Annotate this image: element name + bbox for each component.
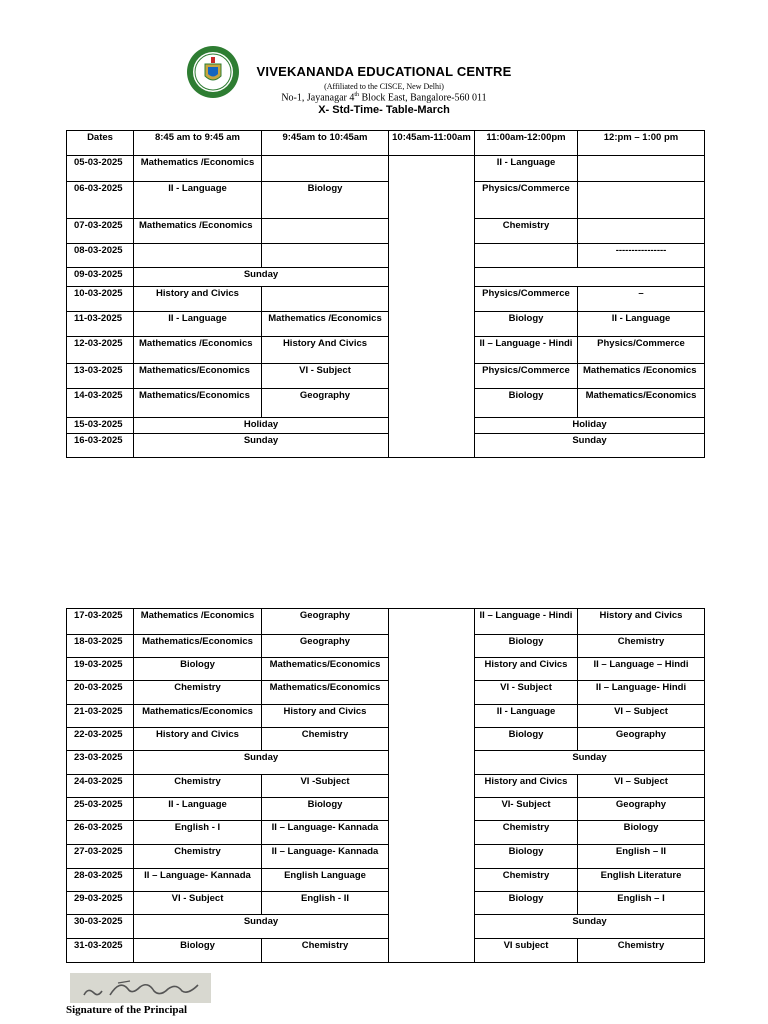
slot2-cell: Geography — [262, 635, 389, 658]
col-header-slot5: 12:pm – 1:00 pm — [578, 131, 705, 156]
slot2-cell: Chemistry — [262, 939, 389, 963]
slot5-cell: Chemistry — [578, 939, 705, 963]
slot1-cell: Mathematics/Economics — [134, 389, 262, 418]
col-header-dates: Dates — [67, 131, 134, 156]
slot5-cell: VI – Subject — [578, 705, 705, 728]
slot5-cell: ---------------- — [578, 244, 705, 268]
slot4-cell: Biology — [475, 845, 578, 869]
date-cell: 08-03-2025 — [67, 244, 134, 268]
slot2-cell: II – Language- Kannada — [262, 821, 389, 845]
school-name: VIVEKANANDA EDUCATIONAL CENTRE — [256, 64, 512, 79]
slot1-cell: Mathematics/Economics — [134, 705, 262, 728]
span-cell: Sunday — [475, 915, 705, 939]
date-cell: 11-03-2025 — [67, 312, 134, 337]
slot1-cell — [134, 244, 262, 268]
slot4-cell: Physics/Commerce — [475, 182, 578, 219]
slot2-cell: VI - Subject — [262, 364, 389, 389]
slot4-cell: VI subject — [475, 939, 578, 963]
date-cell: 28-03-2025 — [67, 869, 134, 892]
span-cell: Sunday — [134, 434, 389, 458]
slot1-cell: Chemistry — [134, 681, 262, 705]
slot4-cell: Biology — [475, 312, 578, 337]
table-row — [67, 892, 705, 915]
slot1-cell: Mathematics/Economics — [134, 635, 262, 658]
table-row — [67, 219, 705, 244]
slot2-cell: VI -Subject — [262, 775, 389, 798]
slot4-cell: History and Civics — [475, 658, 578, 681]
date-cell: 17-03-2025 — [67, 609, 134, 635]
date-cell: 18-03-2025 — [67, 635, 134, 658]
slot1-cell: Mathematics /Economics — [134, 337, 262, 364]
date-cell: 07-03-2025 — [67, 219, 134, 244]
affiliation-text: (Affiliated to the CISCE, New Delhi) — [324, 82, 444, 91]
slot5-cell: English Literature — [578, 869, 705, 892]
date-cell: 05-03-2025 — [67, 156, 134, 182]
slot1-cell: Mathematics /Economics — [134, 609, 262, 635]
slot5-cell: II - Language — [578, 312, 705, 337]
address-part: Block East, Bangalore-560 011 — [359, 92, 487, 104]
date-cell: 13-03-2025 — [67, 364, 134, 389]
col-header-slot2: 9:45am to 10:45am — [262, 131, 389, 156]
slot4-cell: Chemistry — [475, 821, 578, 845]
date-cell: 25-03-2025 — [67, 798, 134, 821]
date-cell: 09-03-2025 — [67, 268, 134, 287]
slot5-cell — [578, 156, 705, 182]
slot1-cell: II - Language — [134, 182, 262, 219]
span-cell: Sunday — [475, 751, 705, 775]
date-cell: 15-03-2025 — [67, 418, 134, 434]
col-header-slot1: 8:45 am to 9:45 am — [134, 131, 262, 156]
date-cell: 30-03-2025 — [67, 915, 134, 939]
table-row — [67, 389, 705, 418]
span-cell: Sunday — [475, 434, 705, 458]
date-cell: 16-03-2025 — [67, 434, 134, 458]
slot5-cell: Chemistry — [578, 635, 705, 658]
principal-signature — [70, 973, 211, 1003]
col-header-break: 10:45am-11:00am — [389, 131, 475, 156]
date-cell: 06-03-2025 — [67, 182, 134, 219]
span-cell: Holiday — [134, 418, 389, 434]
date-cell: 22-03-2025 — [67, 728, 134, 751]
slot5-cell: Physics/Commerce — [578, 337, 705, 364]
slot5-cell: Geography — [578, 728, 705, 751]
timetable-part-1 — [66, 130, 705, 458]
table-row — [67, 728, 705, 751]
slot2-cell: English - II — [262, 892, 389, 915]
slot2-cell: Chemistry — [262, 728, 389, 751]
date-cell: 31-03-2025 — [67, 939, 134, 963]
date-cell: 12-03-2025 — [67, 337, 134, 364]
table-row — [67, 635, 705, 658]
slot5-cell — [578, 219, 705, 244]
slot2-cell: II – Language- Kannada — [262, 845, 389, 869]
slot2-cell: English Language — [262, 869, 389, 892]
slot2-cell: Mathematics/Economics — [262, 681, 389, 705]
slot1-cell: Mathematics /Economics — [134, 156, 262, 182]
slot4-cell: II – Language - Hindi — [475, 609, 578, 635]
slot2-cell: History and Civics — [262, 705, 389, 728]
slot1-cell: History and Civics — [134, 728, 262, 751]
slot4-cell: Biology — [475, 728, 578, 751]
slot2-cell: History And Civics — [262, 337, 389, 364]
slot4-cell: Biology — [475, 635, 578, 658]
table-row — [67, 775, 705, 798]
slot1-cell: Chemistry — [134, 845, 262, 869]
slot5-cell: II – Language – Hindi — [578, 658, 705, 681]
date-cell: 27-03-2025 — [67, 845, 134, 869]
address-part: No-1, Jayanagar 4 — [281, 92, 355, 104]
table-row — [67, 268, 705, 287]
table-row — [67, 287, 705, 312]
span-cell: Sunday — [134, 268, 389, 287]
slot4-cell: Biology — [475, 892, 578, 915]
table-row — [67, 182, 705, 219]
table-row — [67, 798, 705, 821]
date-cell: 23-03-2025 — [67, 751, 134, 775]
date-cell: 24-03-2025 — [67, 775, 134, 798]
slot5-cell: VI – Subject — [578, 775, 705, 798]
slot2-cell — [262, 219, 389, 244]
date-cell: 14-03-2025 — [67, 389, 134, 418]
date-cell: 21-03-2025 — [67, 705, 134, 728]
slot5-cell: English – II — [578, 845, 705, 869]
slot4-cell: History and Civics — [475, 775, 578, 798]
slot5-cell: English – I — [578, 892, 705, 915]
slot1-cell: II - Language — [134, 312, 262, 337]
timetable-part-2 — [66, 608, 705, 963]
table-row — [67, 312, 705, 337]
slot5-cell: II – Language- Hindi — [578, 681, 705, 705]
slot2-cell — [262, 244, 389, 268]
slot4-cell — [475, 244, 578, 268]
span-cell: Sunday — [134, 915, 389, 939]
slot2-cell: Geography — [262, 389, 389, 418]
span-cell — [475, 268, 705, 287]
table-row — [67, 681, 705, 705]
slot2-cell: Mathematics/Economics — [262, 658, 389, 681]
slot2-cell: Biology — [262, 798, 389, 821]
date-cell: 19-03-2025 — [67, 658, 134, 681]
slot1-cell: English - I — [134, 821, 262, 845]
slot4-cell: II – Language - Hindi — [475, 337, 578, 364]
address-text — [0, 92, 768, 103]
span-cell: Holiday — [475, 418, 705, 434]
slot1-cell: II - Language — [134, 798, 262, 821]
slot5-cell: History and Civics — [578, 609, 705, 635]
slot1-cell: Mathematics/Economics — [134, 364, 262, 389]
slot5-cell: Geography — [578, 798, 705, 821]
table-row — [67, 705, 705, 728]
slot1-cell: II – Language- Kannada — [134, 869, 262, 892]
table-row — [67, 751, 705, 775]
slot4-cell: Chemistry — [475, 869, 578, 892]
slot4-cell: II - Language — [475, 705, 578, 728]
timetable-title: X- Std-Time- Table-March — [318, 104, 450, 116]
slot5-cell: – — [578, 287, 705, 312]
slot2-cell: Biology — [262, 182, 389, 219]
table-row — [67, 434, 705, 458]
table-row — [67, 364, 705, 389]
date-cell: 10-03-2025 — [67, 287, 134, 312]
slot2-cell: Mathematics /Economics — [262, 312, 389, 337]
col-header-slot4: 11:00am-12:00pm — [475, 131, 578, 156]
slot4-cell: Physics/Commerce — [475, 364, 578, 389]
slot1-cell: Mathematics /Economics — [134, 219, 262, 244]
slot1-cell: Biology — [134, 939, 262, 963]
table-row — [67, 244, 705, 268]
table-row — [67, 845, 705, 869]
table-row — [67, 821, 705, 845]
slot2-cell: Geography — [262, 609, 389, 635]
table-row — [67, 658, 705, 681]
slot2-cell — [262, 287, 389, 312]
table-row — [67, 337, 705, 364]
slot5-cell: Biology — [578, 821, 705, 845]
date-cell: 26-03-2025 — [67, 821, 134, 845]
slot4-cell: Biology — [475, 389, 578, 418]
table-row — [67, 418, 705, 434]
signature-label: Signature of the Principal — [66, 1004, 188, 1016]
table-row — [67, 869, 705, 892]
table-row — [67, 609, 705, 635]
slot1-cell: VI - Subject — [134, 892, 262, 915]
slot1-cell: Biology — [134, 658, 262, 681]
span-cell: Sunday — [134, 751, 389, 775]
address-superscript: th — [354, 92, 360, 98]
slot4-cell: Physics/Commerce — [475, 287, 578, 312]
slot4-cell: VI - Subject — [475, 681, 578, 705]
date-cell: 29-03-2025 — [67, 892, 134, 915]
table-row — [67, 939, 705, 963]
break-column — [389, 609, 475, 963]
date-cell: 20-03-2025 — [67, 681, 134, 705]
slot4-cell: Chemistry — [475, 219, 578, 244]
slot5-cell: Mathematics/Economics — [578, 389, 705, 418]
table-row — [67, 156, 705, 182]
slot2-cell — [262, 156, 389, 182]
slot5-cell — [578, 182, 705, 219]
slot4-cell: II - Language — [475, 156, 578, 182]
slot1-cell: Chemistry — [134, 775, 262, 798]
slot1-cell: History and Civics — [134, 287, 262, 312]
slot4-cell: VI- Subject — [475, 798, 578, 821]
slot5-cell: Mathematics /Economics — [578, 364, 705, 389]
table-row — [67, 915, 705, 939]
break-column — [389, 156, 475, 458]
